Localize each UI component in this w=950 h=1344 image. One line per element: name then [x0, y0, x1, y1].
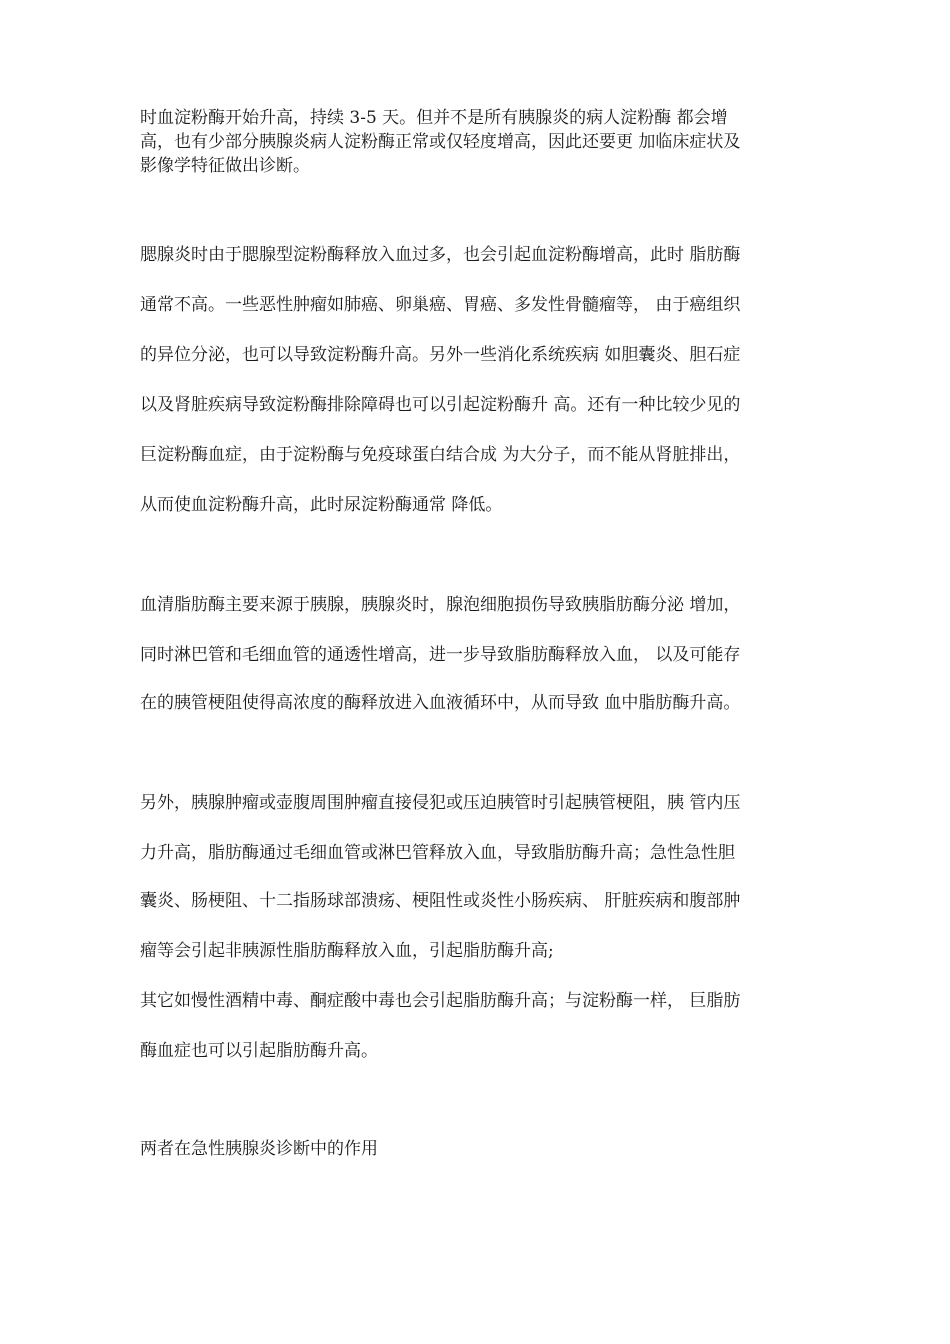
text-line: 从而使血淀粉酶升高，此时尿淀粉酶通常 降低。: [140, 495, 503, 515]
text-line: 瘤等会引起非胰源性脂肪酶释放入血，引起脂肪酶升高;: [140, 941, 554, 961]
text-line: 影像学特征做出诊断。: [140, 156, 310, 176]
text-line: 酶血症也可以引起脂肪酶升高。: [140, 1041, 378, 1061]
text-line: 时血淀粉酶开始升高，持续 3-5 天。但并不是所有胰腺炎的病人淀粉酶 都会增: [140, 108, 728, 128]
text-line: 其它如慢性酒精中毒、酮症酸中毒也会引起脂肪酶升高；与淀粉酶一样， 巨脂肪: [140, 991, 741, 1011]
text-line: 巨淀粉酶血症，由于淀粉酶与免疫球蛋白结合成 为大分子，而不能从肾脏排出，: [140, 445, 741, 465]
text-line: 以及肾脏疾病导致淀粉酶排除障碍也可以引起淀粉酶升 高。还有一种比较少见的: [140, 395, 741, 415]
text-line: 通常不高。一些恶性肿瘤如肺癌、卵巢癌、胃癌、多发性骨髓瘤等， 由于癌组织: [140, 295, 741, 315]
text-line: 在的胰管梗阻使得高浓度的酶释放进入血液循环中，从而导致 血中脂肪酶升高。: [140, 693, 741, 713]
text-line: 的异位分泌，也可以导致淀粉酶升高。另外一些消化系统疾病 如胆囊炎、胆石症: [140, 345, 741, 365]
text-line: 血清脂肪酶主要来源于胰腺，胰腺炎时，腺泡细胞损伤导致胰脂肪酶分泌 增加，: [140, 595, 741, 615]
text-line: 腮腺炎时由于腮腺型淀粉酶释放入血过多，也会引起血淀粉酶增高，此时 脂肪酶: [140, 245, 741, 265]
section-heading: 两者在急性胰腺炎诊断中的作用: [140, 1139, 378, 1159]
text-line: 囊炎、肠梗阻、十二指肠球部溃疡、梗阻性或炎性小肠疾病、 肝脏疾病和腹部肿: [140, 891, 741, 911]
text-line: 高，也有少部分胰腺炎病人淀粉酶正常或仅轻度增高，因此还要更 加临床症状及: [140, 132, 741, 152]
text-line: 力升高，脂肪酶通过毛细血管或淋巴管释放入血，导致脂肪酶升高；急性急性胆: [140, 843, 735, 863]
text-line: 另外，胰腺肿瘤或壶腹周围肿瘤直接侵犯或压迫胰管时引起胰管梗阻，胰 管内压: [140, 793, 741, 813]
text-line: 同时淋巴管和毛细血管的通透性增高，进一步导致脂肪酶释放入血， 以及可能存: [140, 645, 741, 665]
